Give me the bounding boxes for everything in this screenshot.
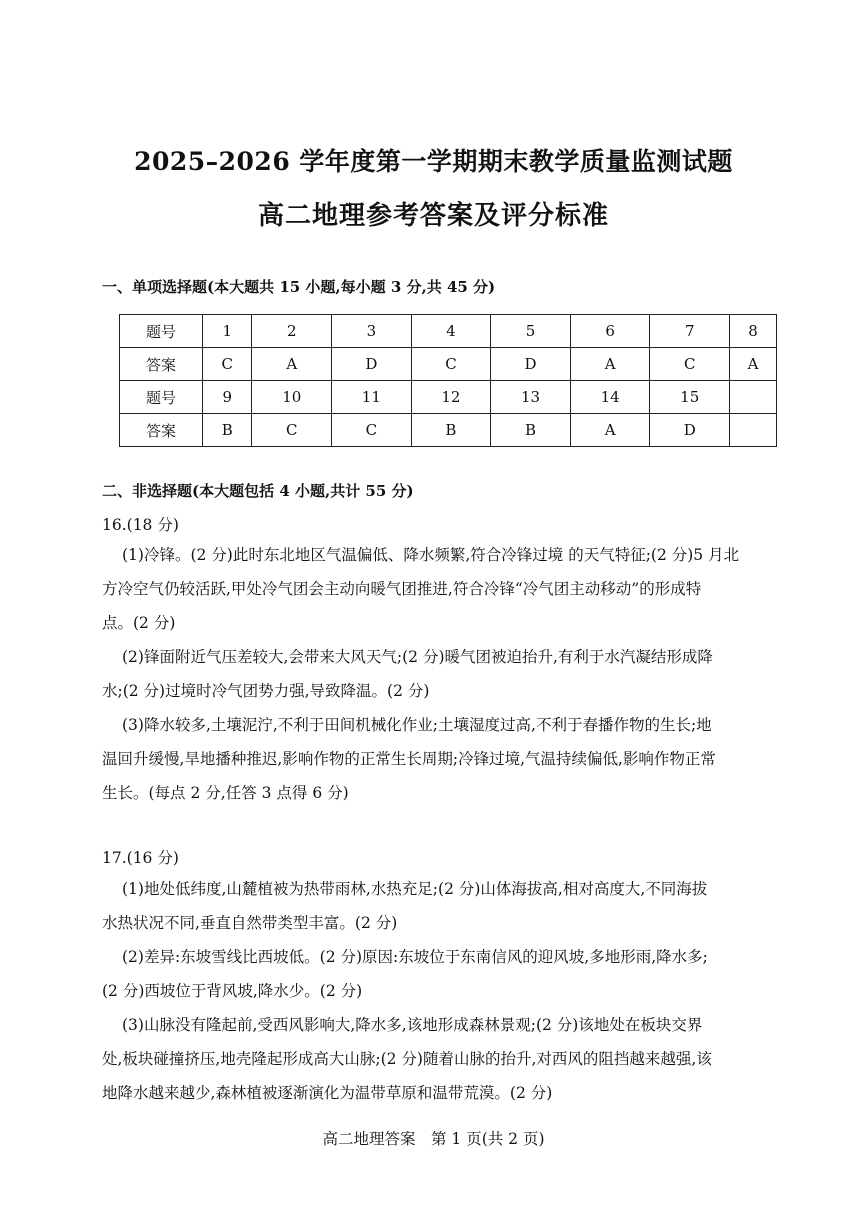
table-cell: C — [203, 348, 252, 381]
table-cell: 8 — [730, 315, 777, 348]
question-17-answer — [102, 872, 782, 1110]
table-cell: 13 — [491, 381, 571, 414]
question-16-answer — [102, 538, 782, 810]
answer-line: 处,板块碰撞挤压,地壳隆起形成高大山脉;(2 分)随着山脉的抬升,对西风的阻挡越来越强,该 — [102, 1050, 712, 1068]
question-16-title: 16.(18 分) — [102, 516, 179, 534]
page-title: 2025–2026 学年度第一学期期末教学质量监测试题 — [134, 147, 733, 176]
table-cell: A — [570, 414, 650, 447]
table-cell: C — [650, 348, 730, 381]
answer-table — [119, 314, 777, 447]
table-cell: D — [332, 348, 412, 381]
row-label: 答案 — [120, 414, 203, 447]
table-cell: 12 — [411, 381, 491, 414]
section1-heading: 一、单项选择题(本大题共 15 小题,每小题 3 分,共 45 分) — [102, 278, 496, 296]
table-cell: B — [203, 414, 252, 447]
table-cell: C — [332, 414, 412, 447]
table-cell: 11 — [332, 381, 412, 414]
answer-line: 温回升缓慢,旱地播种推迟,影响作物的正常生长周期;冷锋过境,气温持续偏低,影响作物正常 — [102, 750, 716, 768]
row-label: 答案 — [120, 348, 203, 381]
answer-line: 方冷空气仍较活跃,甲处冷气团会主动向暖气团推进,符合冷锋“冷气团主动移动”的形成特 — [102, 580, 702, 598]
table-cell: 1 — [203, 315, 252, 348]
table-row — [120, 414, 777, 447]
table-cell — [730, 381, 777, 414]
table-cell: 4 — [411, 315, 491, 348]
page-subtitle: 高二地理参考答案及评分标准 — [257, 201, 609, 231]
page-footer: 高二地理答案 第 1 页(共 2 页) — [322, 1130, 545, 1148]
table-cell: A — [570, 348, 650, 381]
answer-line: (2)锋面附近气压差较大,会带来大风天气;(2 分)暖气团被迫抬升,有利于水汽凝结形成降 — [122, 648, 713, 666]
answer-line: 水热状况不同,垂直自然带类型丰富。(2 分) — [102, 914, 398, 932]
table-cell: 15 — [650, 381, 730, 414]
answer-line: (1)地处低纬度,山麓植被为热带雨林,水热充足;(2 分)山体海拔高,相对高度大,不同海拔 — [122, 880, 708, 898]
table-row — [120, 348, 777, 381]
table-row — [120, 315, 777, 348]
answer-line: (1)冷锋。(2 分)此时东北地区气温偏低、降水频繁,符合冷锋过境 的天气特征;(2 分)5 月北 — [122, 546, 740, 564]
answer-line: 地降水越来越少,森林植被逐渐演化为温带草原和温带荒漠。(2 分) — [102, 1084, 553, 1102]
table-cell: 10 — [252, 381, 332, 414]
table-cell: 14 — [570, 381, 650, 414]
question-17-title: 17.(16 分) — [102, 849, 179, 867]
table-cell: 5 — [491, 315, 571, 348]
answer-line: (2)差异:东坡雪线比西坡低。(2 分)原因:东坡位于东南信风的迎风坡,多地形雨,降水多; — [122, 948, 708, 966]
table-cell: D — [650, 414, 730, 447]
row-label: 题号 — [120, 315, 203, 348]
answer-line: (3)山脉没有隆起前,受西风影响大,降水多,该地形成森林景观;(2 分)该地处在板块交界 — [122, 1016, 703, 1034]
table-cell: A — [730, 348, 777, 381]
table-cell: 2 — [252, 315, 332, 348]
table-cell: D — [491, 348, 571, 381]
table-cell: B — [411, 414, 491, 447]
answer-line: (2 分)西坡位于背风坡,降水少。(2 分) — [102, 982, 363, 1000]
table-cell: 3 — [332, 315, 412, 348]
answer-line: 点。(2 分) — [102, 614, 176, 632]
row-label: 题号 — [120, 381, 203, 414]
table-cell: C — [411, 348, 491, 381]
table-cell — [730, 414, 777, 447]
table-cell: 7 — [650, 315, 730, 348]
table-cell: 6 — [570, 315, 650, 348]
table-cell: C — [252, 414, 332, 447]
table-row — [120, 381, 777, 414]
answer-line: 水;(2 分)过境时冷气团势力强,导致降温。(2 分) — [102, 682, 430, 700]
table-cell: B — [491, 414, 571, 447]
answer-line: 生长。(每点 2 分,任答 3 点得 6 分) — [102, 784, 349, 802]
table-cell: 9 — [203, 381, 252, 414]
answer-line: (3)降水较多,土壤泥泞,不利于田间机械化作业;土壤湿度过高,不利于春播作物的生长;地 — [122, 716, 712, 734]
table-cell: A — [252, 348, 332, 381]
section2-heading: 二、非选择题(本大题包括 4 小题,共计 55 分) — [102, 482, 414, 500]
